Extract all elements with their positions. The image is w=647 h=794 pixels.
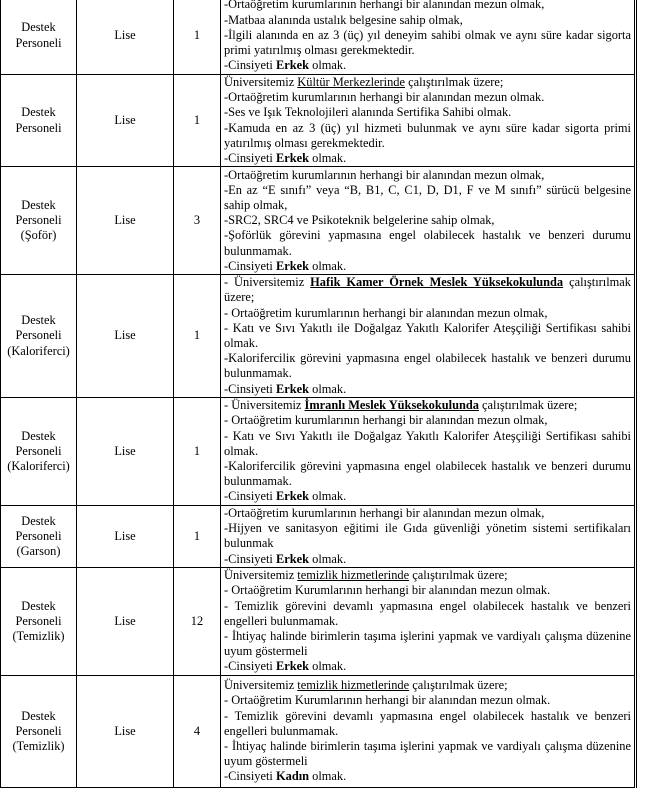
- position-cell: [1, 275, 77, 398]
- position-title: (Kaloriferci): [7, 343, 70, 358]
- positions-table-body: [1, 0, 636, 787]
- count-cell: 1: [174, 505, 221, 567]
- position-title: (Garson): [16, 543, 61, 558]
- requirement-line: [224, 351, 631, 381]
- position-title: Destek: [21, 197, 56, 212]
- position-title: Destek: [21, 105, 56, 120]
- education-cell: Lise: [77, 397, 174, 505]
- table-row: [1, 567, 636, 675]
- requirements-cell: [221, 505, 636, 567]
- requirement-line: [224, 13, 631, 28]
- requirement-text: -Ses ve Işık Teknolojileri alanında Sertifika Sahibi olmak.: [224, 105, 512, 120]
- requirement-text: -SRC2, SRC4 ve Psikoteknik belgelerine sahip olmak,: [224, 213, 495, 228]
- requirement-text: -Ortaöğretim kurumlarının herhangi bir alanından mezun olmak,: [224, 0, 545, 12]
- requirement-text: Üniversitemiz: [224, 75, 298, 89]
- requirements-cell: [221, 397, 636, 505]
- requirement-text: - Ortaöğretim Kurumlarının herhangi bir alanından mezun olmak.: [224, 693, 551, 708]
- table-row: [1, 275, 636, 398]
- position-title: Personeli: [15, 613, 62, 628]
- table-row: [1, 505, 636, 567]
- requirement-line: [224, 321, 631, 351]
- emphasis-text: Hafik Kamer Örnek Meslek Yüksekokulunda: [310, 275, 564, 290]
- position-cell: [1, 167, 77, 275]
- position-cell: [1, 75, 77, 167]
- emphasis-text: Kadın: [275, 769, 310, 784]
- requirement-text: -Kaloriferciliк görevini yapmasına engel olabilecek hastalık ve benzeri durumu bulunmamak.: [224, 351, 631, 381]
- requirement-text: -Kamuda en az 3 (üç) yıl hizmeti bulunmak ve aynı süre kadar sigorta primi yatırılmış olması gerekmektedir.: [224, 120, 631, 150]
- position-cell: [1, 675, 77, 787]
- requirement-text: Üniversitemiz: [224, 678, 298, 693]
- requirement-line: [224, 228, 631, 258]
- emphasis-text: temizlik hizmetlerinde: [297, 568, 410, 583]
- position-title: Destek: [21, 428, 56, 443]
- requirement-text: -Cinsiyeti: [224, 258, 276, 273]
- position-title: Personeli: [15, 35, 62, 50]
- count-cell: 4: [174, 675, 221, 787]
- requirement-text: çalıştırılmak üzere;: [409, 568, 508, 583]
- position-cell: [1, 397, 77, 505]
- emphasis-text: Erkek: [275, 489, 310, 504]
- position-title: Destek: [21, 708, 56, 723]
- requirement-line: [224, 382, 631, 397]
- requirement-text: çalıştırılmak üzere;: [224, 275, 631, 305]
- requirement-line: [224, 75, 631, 90]
- table-row: [1, 675, 636, 787]
- requirement-text: -Matbaa alanında ustalık belgesine sahip olmak,: [224, 12, 463, 27]
- requirement-line: [224, 28, 631, 58]
- requirement-line: [224, 709, 631, 739]
- requirement-line: [224, 739, 631, 769]
- position-title: Personeli: [15, 120, 62, 135]
- education-cell: Lise: [77, 505, 174, 567]
- education-cell: Lise: [77, 75, 174, 167]
- requirement-line: [224, 183, 631, 213]
- requirement-text: -Cinsiyeti: [224, 659, 276, 674]
- count-cell: 12: [174, 567, 221, 675]
- requirement-text: -Ortaöğretim kurumlarının herhangi bir alanından mezun olmak,: [224, 167, 545, 182]
- count-cell: 1: [174, 397, 221, 505]
- requirement-text: - Ortaöğretim kurumlarının herhangi bir alanından mezun olmak,: [224, 413, 548, 428]
- emphasis-text: Erkek: [275, 258, 310, 273]
- requirement-text: olmak.: [309, 151, 347, 166]
- requirements-cell: [221, 567, 636, 675]
- position-title: Destek: [21, 20, 56, 35]
- requirement-text: -Cinsiyeti: [224, 151, 276, 166]
- count-cell: 1: [174, 0, 221, 75]
- position-title: Personeli: [15, 328, 62, 343]
- emphasis-text: Erkek: [275, 551, 310, 566]
- requirement-text: olmak.: [309, 489, 347, 504]
- requirement-text: - İhtiyaç halinde birimlerin taşıma işlerini yapmak ve vardiyalı çalışma düzenine uyum göstermeli: [224, 628, 631, 659]
- education-cell: Lise: [77, 167, 174, 275]
- requirement-text: - Üniversitemiz: [224, 275, 311, 290]
- requirement-text: -Hijyen ve sanitasyon eğitimi ile Gıda güvenliği yönetim sistemi sertifikaları bulunmak: [224, 521, 631, 551]
- position-title: Personeli: [15, 528, 62, 543]
- requirement-line: [224, 151, 631, 166]
- requirement-text: -Ortaöğretim kurumlarının herhangi bir alanından mezun olmak,: [224, 505, 545, 520]
- position-title: (Temizlik): [12, 738, 65, 753]
- requirement-line: [224, 583, 631, 598]
- requirement-text: -Cinsiyeti: [224, 381, 276, 396]
- requirement-line: [224, 769, 631, 784]
- requirement-line: [224, 629, 631, 659]
- requirement-text: çalıştırılmak üzere;: [409, 678, 508, 693]
- requirements-cell: [221, 675, 636, 787]
- table-row: [1, 75, 636, 167]
- requirement-line: [224, 599, 631, 629]
- requirement-line: [224, 90, 631, 105]
- table-row: [1, 0, 636, 75]
- position-title: Personeli: [15, 443, 62, 458]
- requirements-cell: [221, 275, 636, 398]
- requirement-text: çalıştırılmak üzere;: [404, 75, 504, 89]
- education-cell: Lise: [77, 675, 174, 787]
- requirement-line: [224, 413, 631, 428]
- requirement-text: - Üniversitemiz: [224, 398, 305, 413]
- count-cell: 1: [174, 275, 221, 398]
- requirement-text: - Temizlik görevini devamlı yapmasına engel olabilecek hastalık ve benzeri engelleri bulunmamak.: [224, 598, 631, 628]
- requirement-text: - İhtiyaç halinde birimlerin taşıma işlerini yapmak ve vardiyalı çalışma düzenine uyum göstermeli: [224, 738, 631, 769]
- count-cell: 3: [174, 167, 221, 275]
- position-title: Personeli: [15, 723, 62, 738]
- position-cell: [1, 0, 77, 75]
- table-row: [1, 397, 636, 505]
- requirement-text: olmak.: [309, 659, 347, 674]
- education-cell: Lise: [77, 275, 174, 398]
- emphasis-text: Erkek: [275, 381, 310, 396]
- requirement-line: [224, 306, 631, 321]
- requirement-line: [224, 678, 631, 693]
- emphasis-text: temizlik hizmetlerinde: [297, 678, 410, 693]
- requirement-text: olmak.: [309, 551, 347, 566]
- requirement-text: - Katı ve Sıvı Yakıtlı ile Doğalgaz Yakıtlı Kalorifer Ateşçiliği Sertifikası sahibi olmak.: [224, 320, 631, 351]
- requirement-text: - Katı ve Sıvı Yakıtlı ile Doğalgaz Yakıtlı Kalorifer Ateşçiliği Sertifikası sahibi olmak.: [224, 428, 631, 458]
- requirement-line: [224, 568, 631, 583]
- requirement-line: [224, 259, 631, 274]
- requirements-cell: [221, 75, 636, 167]
- education-cell: Lise: [77, 567, 174, 675]
- position-title: Destek: [21, 513, 56, 528]
- requirement-line: [224, 506, 631, 521]
- requirement-text: Üniversitemiz: [224, 568, 298, 583]
- position-title: Destek: [21, 598, 56, 613]
- requirement-text: olmak.: [309, 381, 347, 396]
- requirement-text: -Ortaöğretim kurumlarının herhangi bir alanından mezun olmak.: [224, 90, 545, 105]
- requirement-line: [224, 489, 631, 504]
- emphasis-text: İmranlı Meslek Yüksekokulunda: [304, 398, 479, 413]
- requirement-line: [224, 521, 631, 551]
- requirement-line: [224, 459, 631, 489]
- position-title: Destek: [21, 313, 56, 328]
- requirements-cell: [221, 167, 636, 275]
- position-cell: [1, 567, 77, 675]
- emphasis-text: Kültür Merkezlerinde: [297, 75, 405, 89]
- requirement-text: çalıştırılmak üzere;: [478, 398, 578, 413]
- requirement-text: -Şoförlük görevini yapmasına engel olabilecek hastalık ve benzeri durumu bulunmamak.: [224, 228, 631, 258]
- emphasis-text: Erkek: [275, 151, 310, 166]
- requirement-text: -Cinsiyeti: [224, 769, 276, 784]
- requirement-text: -En az “E sınıfı” veya “B, B1, C, C1, D, D1, F ve M sınıfı” sürücü belgesine sahip olmak,: [224, 182, 631, 212]
- requirement-text: olmak.: [309, 258, 347, 273]
- requirement-text: - Ortaöğretim Kurumlarının herhangi bir alanından mezun olmak.: [224, 583, 551, 598]
- requirement-line: [224, 213, 631, 228]
- requirement-line: [224, 0, 631, 13]
- position-title: (Şoför): [20, 228, 57, 243]
- requirement-line: [224, 693, 631, 708]
- requirement-text: -Cinsiyeti: [224, 551, 276, 566]
- requirement-line: [224, 659, 631, 674]
- emphasis-text: Erkek: [275, 659, 310, 674]
- requirement-line: [224, 398, 631, 413]
- emphasis-text: Erkek: [275, 58, 310, 73]
- requirement-text: olmak.: [309, 769, 347, 784]
- requirement-text: -Cinsiyeti: [224, 58, 276, 73]
- requirement-line: [224, 429, 631, 459]
- position-title: (Temizlik): [12, 628, 65, 643]
- position-cell: [1, 505, 77, 567]
- requirement-text: - Ortaöğretim kurumlarının herhangi bir alanından mezun olmak,: [224, 305, 548, 320]
- table-row: [1, 167, 636, 275]
- requirement-line: [224, 58, 631, 73]
- requirement-line: [224, 121, 631, 151]
- requirement-text: - Temizlik görevini devamlı yapmasına engel olabilecek hastalık ve benzeri engelleri bulunmamak.: [224, 708, 631, 738]
- requirement-text: -Cinsiyeti: [224, 489, 276, 504]
- requirement-text: -İlgili alanında en az 3 (üç) yıl deneyim sahibi olmak ve aynı süre kadar sigorta primi yatırılmış olması gerekmektedir.: [224, 27, 631, 58]
- education-cell: Lise: [77, 0, 174, 75]
- requirement-line: [224, 168, 631, 183]
- position-title: (Kaloriferci): [7, 458, 70, 473]
- count-cell: 1: [174, 75, 221, 167]
- position-title: Personeli: [15, 213, 62, 228]
- requirement-text: olmak.: [309, 58, 347, 73]
- requirement-text: -Kalorifercilik görevini yapmasına engel olabilecek hastalık ve benzeri durumu bulunmamak.: [224, 458, 631, 489]
- requirement-line: [224, 275, 631, 305]
- requirement-line: [224, 552, 631, 567]
- requirements-cell: [221, 0, 636, 75]
- requirement-line: [224, 105, 631, 120]
